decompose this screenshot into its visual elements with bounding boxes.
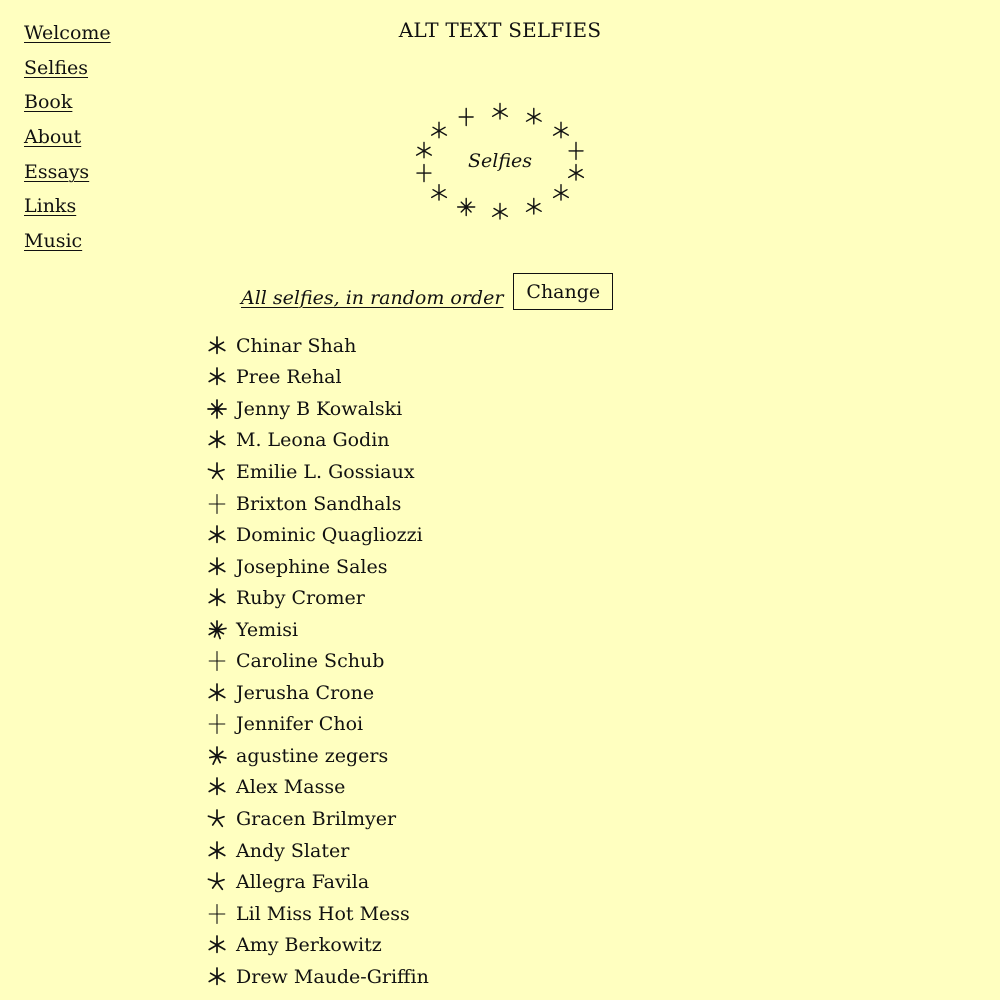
selfie-list-item [206, 614, 429, 646]
selfie-list-item [206, 519, 429, 551]
selfie-list-item [206, 456, 429, 488]
sparkle-stroke [209, 684, 225, 700]
selfie-name-link[interactable]: Dominic Quagliozzi [236, 524, 423, 547]
sparkle-asterisk-icon [206, 966, 228, 988]
sparkle-asterisk-icon [206, 619, 228, 641]
selfie-name-link[interactable]: Josephine Sales [236, 555, 388, 578]
sparkle-asterisk-icon [206, 903, 228, 925]
sparkle-asterisk-icon [206, 934, 228, 956]
order-link[interactable]: All selfies, in random order [241, 286, 504, 309]
change-order-button[interactable]: Change [513, 273, 613, 310]
selfie-name-link[interactable]: Ruby Cromer [236, 587, 365, 610]
sparkle-stroke [209, 842, 225, 858]
nav-item-links [24, 195, 111, 230]
sparkle-stroke [209, 904, 225, 923]
selfie-list-item [206, 961, 429, 993]
selfie-name-link[interactable]: Chinar Shah [236, 334, 357, 357]
selfie-list-item [206, 488, 429, 520]
selfie-list-item [206, 393, 429, 425]
selfie-list-item [206, 772, 429, 804]
selfie-list-item [206, 425, 429, 457]
ring-sparkle-icon [527, 199, 542, 215]
selfie-list-item [206, 551, 429, 583]
ring-sparkle-icon [432, 122, 447, 138]
sparkle-asterisk-icon [206, 524, 228, 546]
selfie-list-item [206, 330, 429, 362]
nav-link-about[interactable]: About [24, 126, 82, 149]
sparkle-stroke [209, 715, 225, 734]
sparkle-asterisk-icon [206, 776, 228, 798]
ring-sparkle-icon [493, 104, 508, 120]
sparkle-stroke [208, 873, 224, 889]
selfie-name-link[interactable]: Allegra Favila [236, 871, 370, 894]
selfie-name-link[interactable]: Lil Miss Hot Mess [236, 902, 410, 925]
selfie-list-item [206, 582, 429, 614]
selfie-name-link[interactable]: Emilie L. Gossiaux [236, 460, 415, 483]
selfie-list-item [206, 362, 429, 394]
nav-link-links[interactable]: Links [24, 195, 77, 218]
selfie-list-item [206, 645, 429, 677]
sparkle-stroke [209, 526, 225, 542]
selfie-name-link[interactable]: Yemisi [236, 618, 299, 641]
sparkle-asterisk-icon [206, 556, 228, 578]
selfie-name-link[interactable]: Andy Slater [236, 839, 350, 862]
selfie-name-link[interactable]: Gracen Brilmyer [236, 807, 397, 830]
nav-link-music[interactable]: Music [24, 230, 83, 253]
ring-sparkle-icon [432, 185, 447, 200]
nav-item-music [24, 230, 111, 265]
selfie-list [206, 330, 429, 992]
sparkle-asterisk-icon [206, 461, 228, 483]
sparkle-stroke [209, 968, 225, 984]
sparkle-asterisk-icon [206, 713, 228, 735]
selfie-name-link[interactable]: Alex Masse [236, 776, 346, 799]
selfie-name-link[interactable]: Jenny B Kowalski [236, 397, 403, 420]
sparkle-stroke [208, 810, 224, 826]
selfie-name-link[interactable]: Jennifer Choi [236, 713, 364, 736]
ring-sparkle-icon [458, 199, 475, 216]
selfie-name-link[interactable]: Brixton Sandhals [236, 492, 402, 515]
nav-item-about [24, 126, 111, 161]
selfie-list-item [206, 929, 429, 961]
ring-label: Selfies [467, 150, 532, 172]
selfie-list-item [206, 898, 429, 930]
nav-link-book[interactable]: Book [24, 91, 73, 114]
selfie-name-link[interactable]: Jerusha Crone [236, 681, 375, 704]
sparkle-stroke [209, 589, 225, 605]
sparkle-asterisk-icon [206, 650, 228, 672]
sparkle-asterisk-icon [206, 871, 228, 893]
sparkle-asterisk-icon [206, 587, 228, 609]
ring-sparkle-icon [527, 109, 542, 124]
sparkle-stroke [210, 747, 226, 764]
selfie-name-link[interactable]: Drew Maude-Griffin [236, 965, 429, 988]
sparkle-stroke [209, 431, 225, 447]
selfie-list-item [206, 835, 429, 867]
sparkle-stroke [209, 337, 225, 353]
selfie-list-item [206, 866, 429, 898]
nav-item-selfies [24, 57, 111, 92]
selfie-name-link[interactable]: Pree Rehal [236, 366, 342, 389]
ring-sparkle-icon [459, 109, 473, 126]
site-title: ALT TEXT SELFIES [398, 18, 602, 42]
ring-sparkle-icon [554, 185, 569, 200]
selfie-list-item [206, 709, 429, 741]
sparkle-stroke [208, 463, 224, 479]
selfie-list-item [206, 677, 429, 709]
sparkle-stroke [209, 621, 226, 639]
selfie-name-link[interactable]: M. Leona Godin [236, 429, 390, 452]
sparkle-asterisk-icon [206, 429, 228, 451]
sparkle-stroke [209, 368, 225, 384]
sparkle-asterisk-icon [206, 682, 228, 704]
main-nav [24, 22, 111, 265]
nav-link-selfies[interactable]: Selfies [24, 56, 89, 79]
nav-link-welcome[interactable]: Welcome [24, 22, 111, 44]
sparkle-asterisk-icon [206, 840, 228, 862]
sparkle-asterisk-icon [206, 808, 228, 830]
nav-item-essays [24, 161, 111, 196]
nav-link-essays[interactable]: Essays [24, 160, 90, 183]
nav-item-book [24, 91, 111, 126]
sparkle-stroke [209, 558, 225, 574]
sparkle-asterisk-icon [206, 366, 228, 388]
selfie-name-link[interactable]: Amy Berkowitz [236, 934, 382, 957]
sparkle-asterisk-icon [206, 493, 228, 515]
sparkle-asterisk-icon [206, 398, 228, 420]
selfie-name-link[interactable]: agustine zegers [236, 744, 389, 767]
selfie-list-item [206, 803, 429, 835]
ring-sparkle-icon [554, 122, 569, 138]
sparkle-stroke [209, 778, 225, 794]
selfie-list-item [206, 740, 429, 772]
order-controls [241, 273, 613, 310]
sparkle-stroke [208, 400, 226, 418]
sparkle-stroke [209, 936, 225, 952]
sparkle-asterisk-icon [206, 745, 228, 767]
selfie-name-link[interactable]: Caroline Schub [236, 650, 385, 673]
sparkle-stroke [209, 494, 225, 513]
sparkle-stroke [209, 652, 225, 671]
sparkle-asterisk-icon [206, 335, 228, 357]
selfies-ring [410, 100, 590, 224]
ring-sparkle-icon [493, 204, 508, 220]
